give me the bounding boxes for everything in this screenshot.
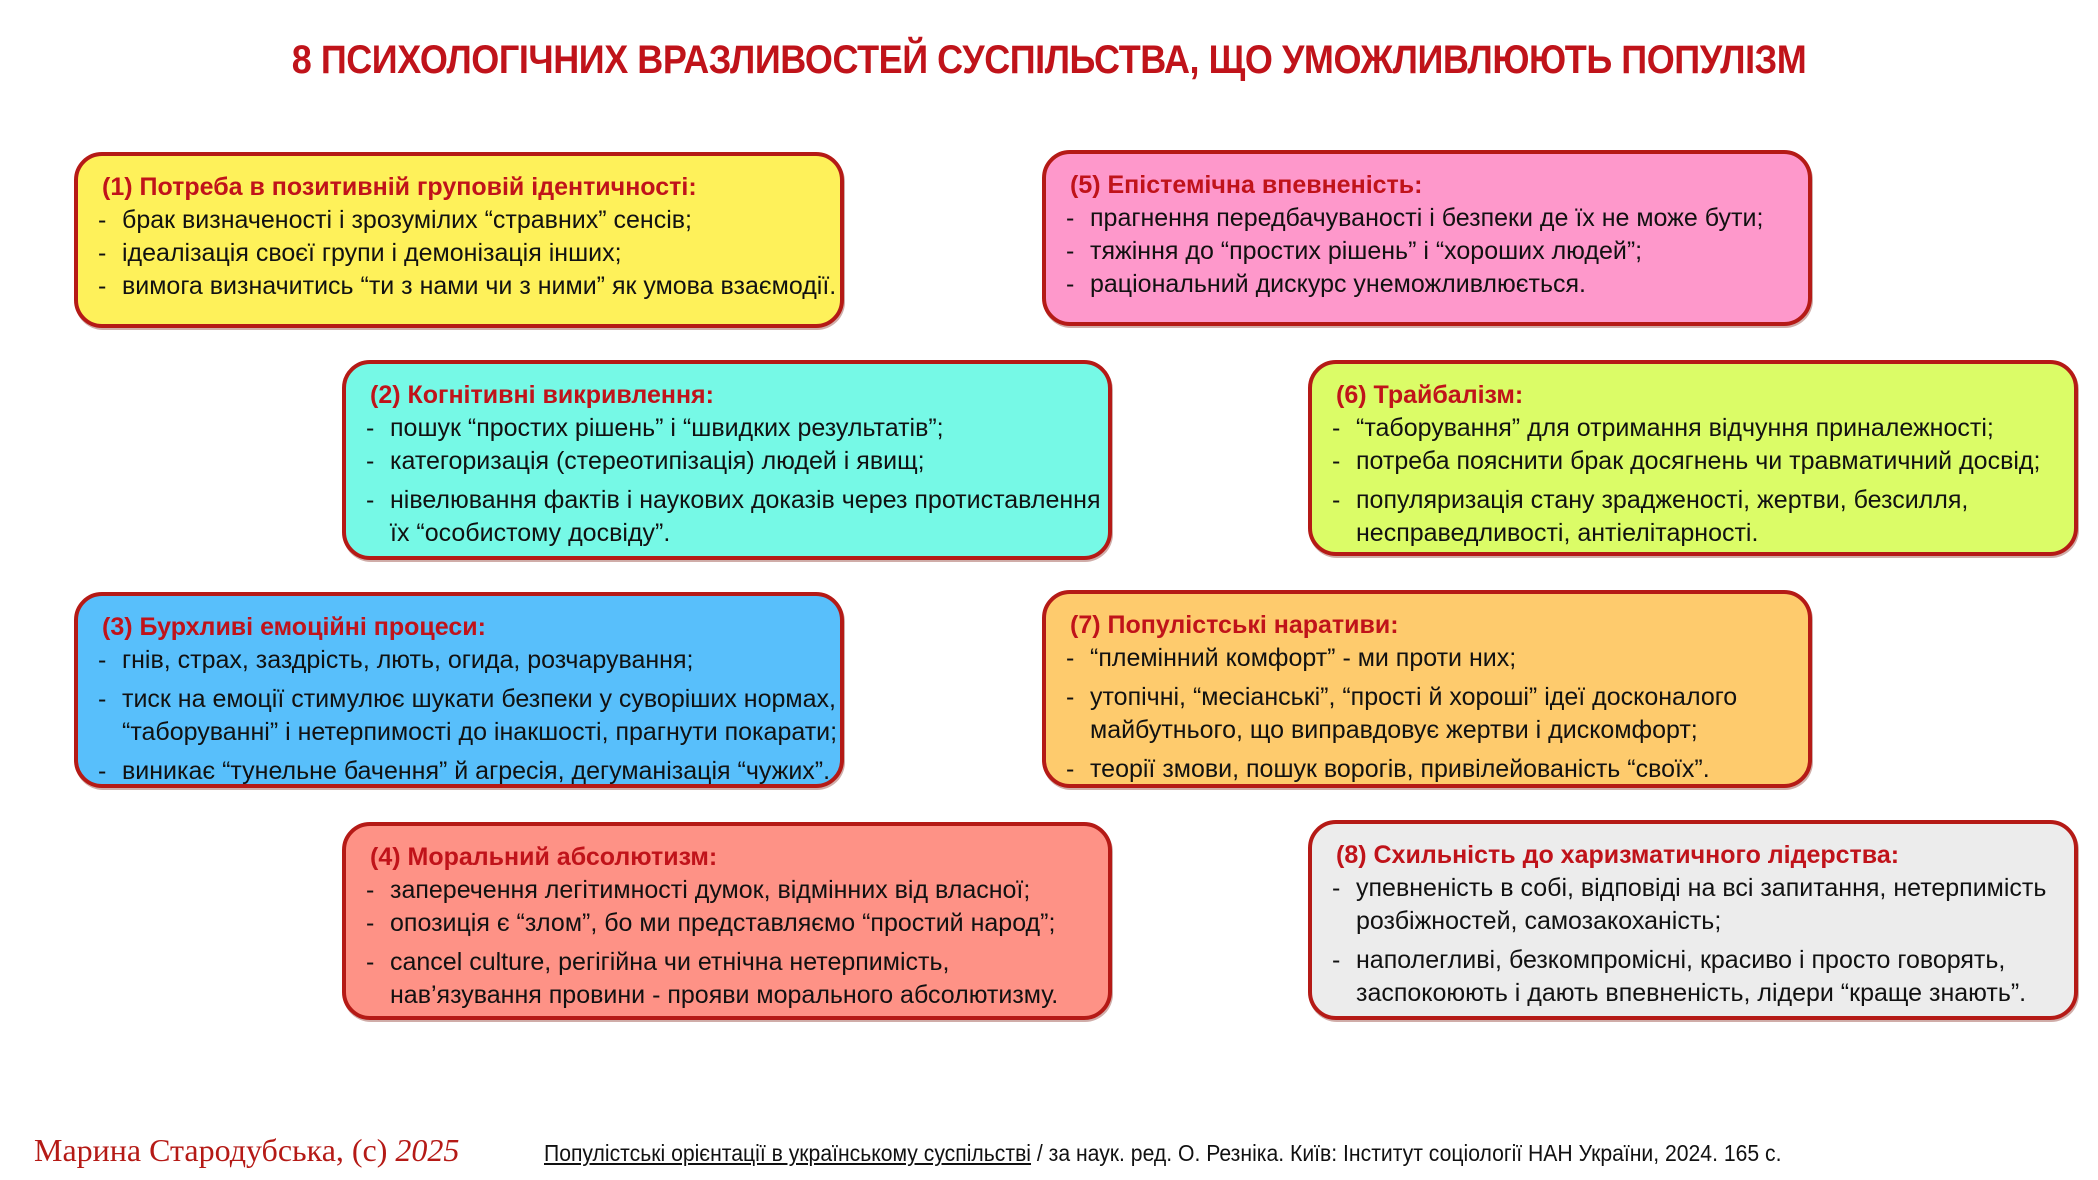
list-item-line: прагнення передбачуваності і безпеки де їх не може бути; [1090,204,1764,232]
list-item-line: раціональний дискурс унеможливлюється. [1090,270,1586,298]
list-item-line: утопічні, “месіанські”, “прості й хороші” ідеї досконалого [1090,683,1738,711]
card-group-identity [74,152,844,328]
list-item-line: гнів, страх, заздрість, лють, огида, розчарування; [122,646,694,674]
list-item [366,445,1088,478]
card-heading: (7) Популістські наративи: [1070,611,1399,639]
list-item-line: “таборуванні” і нетерпимості до інакшості, прагнути покарати; [122,718,838,746]
list-item-line: нав’язування провини - прояви морального абсолютизму. [390,981,1059,1009]
list-item-line: розбіжностей, самозакоханість; [1356,907,1722,935]
list-item [98,237,820,270]
card-heading: (5) Епістемічна впевненість: [1070,171,1423,199]
list-item [1332,445,2054,478]
card-populist-narratives [1042,590,1812,788]
list-item [1332,484,2054,550]
card-moral-absolutism [342,822,1112,1020]
card-heading: (8) Схильність до харизматичного лідерства: [1336,841,1900,869]
list-item-line: їх “особистому досвіду”. [390,519,671,547]
footer-source [544,1140,1781,1167]
card-heading: (2) Когнітивні викривлення: [370,381,714,409]
list-item [366,484,1101,550]
card-list [366,874,1088,1012]
source-details: / за наук. ред. О. Резніка. Київ: Інститут соціології НАН України, 2024. 165 с. [1031,1140,1782,1166]
card-epistemic-certainty [1042,150,1812,326]
card-emotional-processes [74,592,844,788]
list-item-line: тяжіння до “простих рішень” і “хороших людей”; [1090,237,1643,265]
list-item-line: популяризація стану зрадженості, жертви, безсилля, [1356,486,1969,514]
list-item-line: заперечення легітимності думок, відмінних від власної; [390,876,1031,904]
card-heading: (3) Бурхливі емоційні процеси: [102,613,486,641]
card-list [1332,872,2054,1010]
list-item [366,946,1088,1012]
card-heading: (4) Моральний абсолютизм: [370,843,718,871]
author-year: 2025 [395,1132,460,1168]
list-item-line: “племінний комфорт” - ми проти них; [1090,644,1517,672]
list-item [366,874,1088,907]
list-item-line: пошук “простих рішень” і “швидких результатів”; [390,414,944,442]
list-item-line: вимога визначитись “ти з нами чи з ними” як умова взаємодії. [122,272,837,300]
list-item-line: брак визначеності і зрозумілих “стравних” сенсів; [122,206,692,234]
list-item [1332,872,2054,938]
list-item [98,270,837,303]
page-title: 8 ПСИХОЛОГІЧНИХ ВРАЗЛИВОСТЕЙ СУСПІЛЬСТВА, ЩО УМОЖЛИВЛЮЮТЬ ПОПУЛІЗМ [291,38,1807,82]
card-list [1066,642,1788,786]
card-list [1066,202,1788,301]
author-name: Марина Стародубська, (с) [34,1132,388,1168]
card-list [98,644,838,788]
card-heading: (6) Трайбалізм: [1336,381,1524,409]
list-item-line: наполегливі, безкомпромісні, красиво і просто говорять, [1356,946,2006,974]
list-item [98,644,820,677]
list-item-line: упевненість в собі, відповіді на всі запитання, нетерпимість [1356,874,2047,902]
list-item [366,907,1088,940]
list-item-line: cancel culture, регігійна чи етнічна нетерпимість, [390,948,950,976]
list-item-line: нівелювання фактів і наукових доказів через протиставлення [390,486,1101,514]
list-item [1066,642,1788,675]
list-item-line: теорії змови, пошук ворогів, привілейованість “своїх”. [1090,755,1710,783]
list-item-line: категоризація (стереотипізація) людей і явищ; [390,447,925,475]
list-item [98,683,838,749]
card-charismatic-leadership [1308,820,2078,1020]
list-item-line: потреба пояснити брак досягнень чи травматичний досвід; [1356,447,2041,475]
card-list [1332,412,2054,550]
source-title-link[interactable]: Популістські орієнтації в українському суспільстві [544,1140,1032,1166]
list-item-line: опозиція є “злом”, бо ми представляємо “простий народ”; [390,909,1056,937]
list-item-line: несправедливості, антіелітарності. [1356,519,1759,547]
list-item-line: ідеалізація своєї групи і демонізація інших; [122,239,622,267]
card-cognitive-biases [342,360,1112,560]
list-item-line: виникає “тунельне бачення” й агресія, дегуманізація “чужих”. [122,757,831,785]
list-item [366,412,1088,445]
card-list [98,204,837,303]
list-item [98,204,820,237]
card-tribalism [1308,360,2078,556]
card-heading: (1) Потреба в позитивній груповій ідентичності: [102,173,697,201]
list-item [1066,202,1788,235]
list-item [1066,681,1788,747]
list-item [1332,412,2054,445]
card-list [366,412,1101,550]
list-item [1332,944,2054,1010]
footer-author [34,1132,459,1169]
list-item [1066,268,1788,301]
list-item-line: майбутнього, що виправдовує жертви і дискомфорт; [1090,716,1698,744]
list-item [1066,753,1788,786]
list-item-line: заспокоюють і дають впевненість, лідери “краще знають”. [1356,979,2027,1007]
list-item-line: тиск на емоції стимулює шукати безпеки у суворіших нормах, [122,685,836,713]
list-item-line: “таборування” для отримання відчуння приналежності; [1356,414,1994,442]
list-item [1066,235,1788,268]
list-item [98,755,831,788]
